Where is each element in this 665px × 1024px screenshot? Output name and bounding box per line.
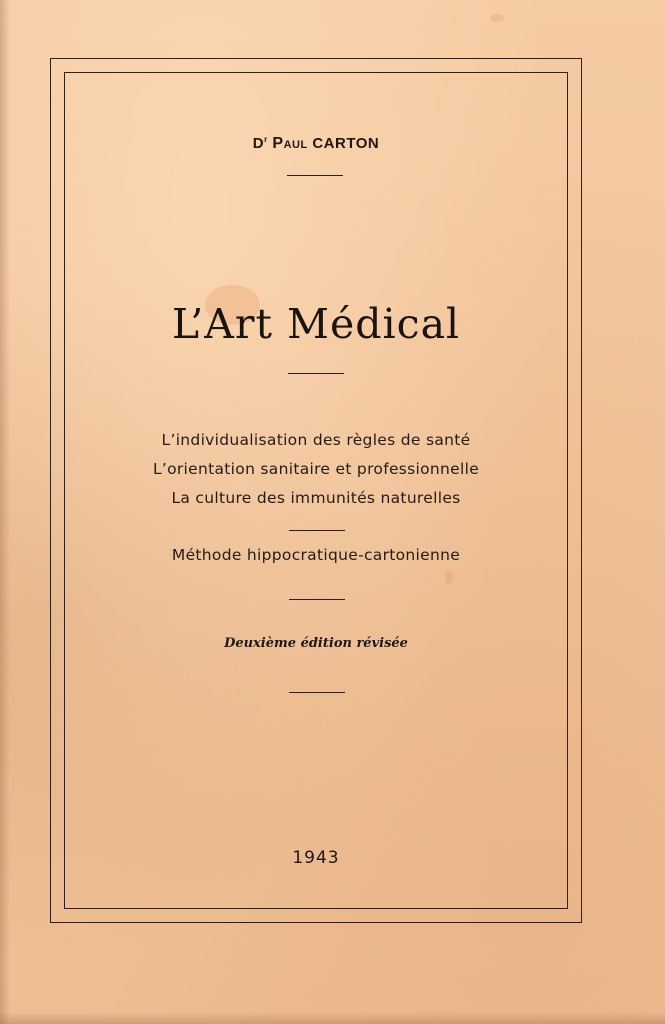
divider-rule (289, 530, 345, 531)
publication-year: 1943 (292, 848, 340, 868)
divider-rule (289, 692, 345, 693)
book-title: L’Art Médical (171, 300, 461, 348)
edition-line: Deuxième édition révisée (224, 636, 408, 651)
divider-rule (287, 175, 343, 176)
subtitle-line: La culture des immunités naturelles (171, 489, 461, 507)
author-line (64, 135, 568, 153)
paper-stain (490, 14, 504, 22)
cover-edge-wear-left (0, 0, 10, 1024)
author-prefix-superscript: r (264, 135, 268, 144)
author-prefix: D (252, 135, 265, 152)
divider-rule (289, 599, 345, 600)
method-line: Méthode hippocratique-cartonienne (171, 546, 461, 564)
author-first-name: Paul (272, 135, 308, 152)
divider-rule (288, 373, 344, 374)
cover-edge-wear-bottom (0, 1012, 665, 1024)
author-last-name: CARTON (312, 135, 380, 152)
subtitle-line: L’orientation sanitaire et professionnelle (152, 460, 480, 478)
subtitle-line: L’individualisation des règles de santé (161, 431, 471, 449)
